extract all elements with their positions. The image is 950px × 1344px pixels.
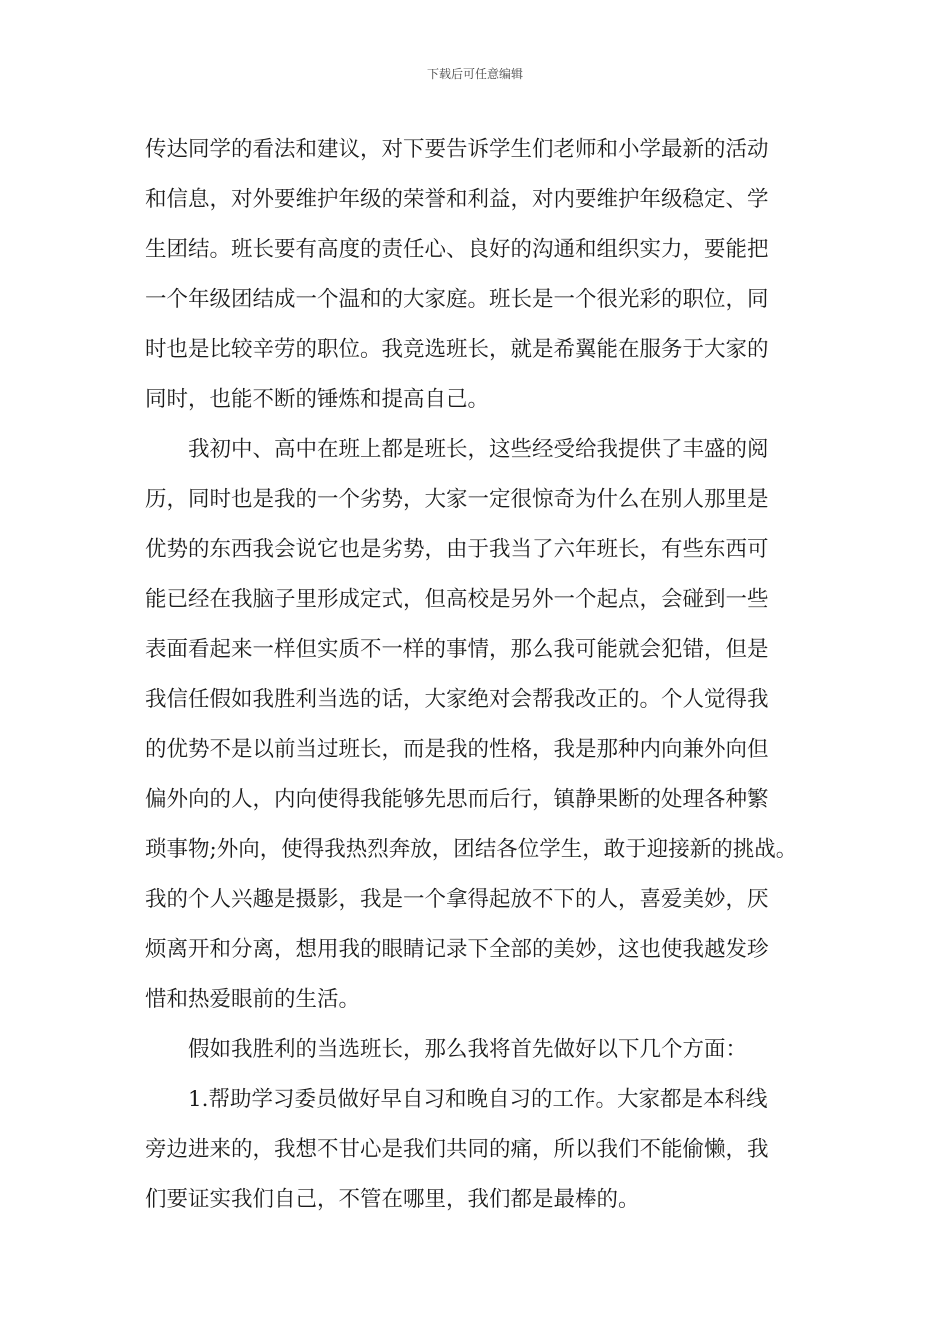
- text-line: 同时，也能不断的锤炼和提高自己。: [145, 387, 490, 412]
- text-line: 表面看起来一样但实质不一样的事情，那么我可能就会犯错，但是: [145, 637, 769, 662]
- paragraph-first-line: 我初中、高中在班上都是班长，这些经受给我提供了丰盛的阅: [188, 437, 769, 462]
- text-line: 和信息，对外要维护年级的荣誉和利益，对内要维护年级稳定、学: [145, 187, 769, 212]
- text-line: 我的个人兴趣是摄影，我是一个拿得起放不下的人，喜爱美妙，厌: [145, 887, 769, 912]
- text-line: 我信任假如我胜利当选的话，大家绝对会帮我改正的。个人觉得我: [145, 687, 769, 712]
- paragraph-first-line: 1.帮助学习委员做好早自习和晚自习的工作。大家都是本科线: [188, 1087, 768, 1112]
- text-line: 一个年级团结成一个温和的大家庭。班长是一个很光彩的职位，同: [145, 287, 769, 312]
- text-line: 传达同学的看法和建议，对下要告诉学生们老师和小学最新的活动: [145, 137, 769, 162]
- paragraph-first-line: 假如我胜利的当选班长，那么我将首先做好以下几个方面：: [188, 1037, 748, 1062]
- text-line: 琐事物;外向，使得我热烈奔放，团结各位学生，敢于迎接新的挑战。: [145, 837, 798, 862]
- text-line: 优势的东西我会说它也是劣势，由于我当了六年班长，有些东西可: [145, 537, 769, 562]
- page-header: 下载后可任意编辑: [426, 67, 523, 81]
- text-line: 惜和热爱眼前的生活。: [145, 987, 361, 1012]
- text-line: 历，同时也是我的一个劣势，大家一定很惊奇为什么在别人那里是: [145, 487, 769, 512]
- text-line: 烦离开和分离，想用我的眼睛记录下全部的美妙，这也使我越发珍: [145, 937, 769, 962]
- text-line: 们要证实我们自己，不管在哪里，我们都是最棒的。: [145, 1187, 640, 1212]
- text-line: 旁边进来的，我想不甘心是我们共同的痛，所以我们不能偷懒，我: [145, 1137, 769, 1162]
- document-body: [145, 125, 798, 1225]
- text-line: 能已经在我脑子里形成定式，但高校是另外一个起点，会碰到一些: [145, 587, 769, 612]
- text-line: 偏外向的人，内向使得我能够先思而后行，镇静果断的处理各种繁: [145, 787, 769, 812]
- text-line: 生团结。班长要有高度的责任心、良好的沟通和组织实力，要能把: [145, 237, 769, 262]
- text-line: 的优势不是以前当过班长，而是我的性格，我是那种内向兼外向但: [145, 737, 769, 762]
- text-line: 时也是比较辛劳的职位。我竞选班长，就是希翼能在服务于大家的: [145, 337, 769, 362]
